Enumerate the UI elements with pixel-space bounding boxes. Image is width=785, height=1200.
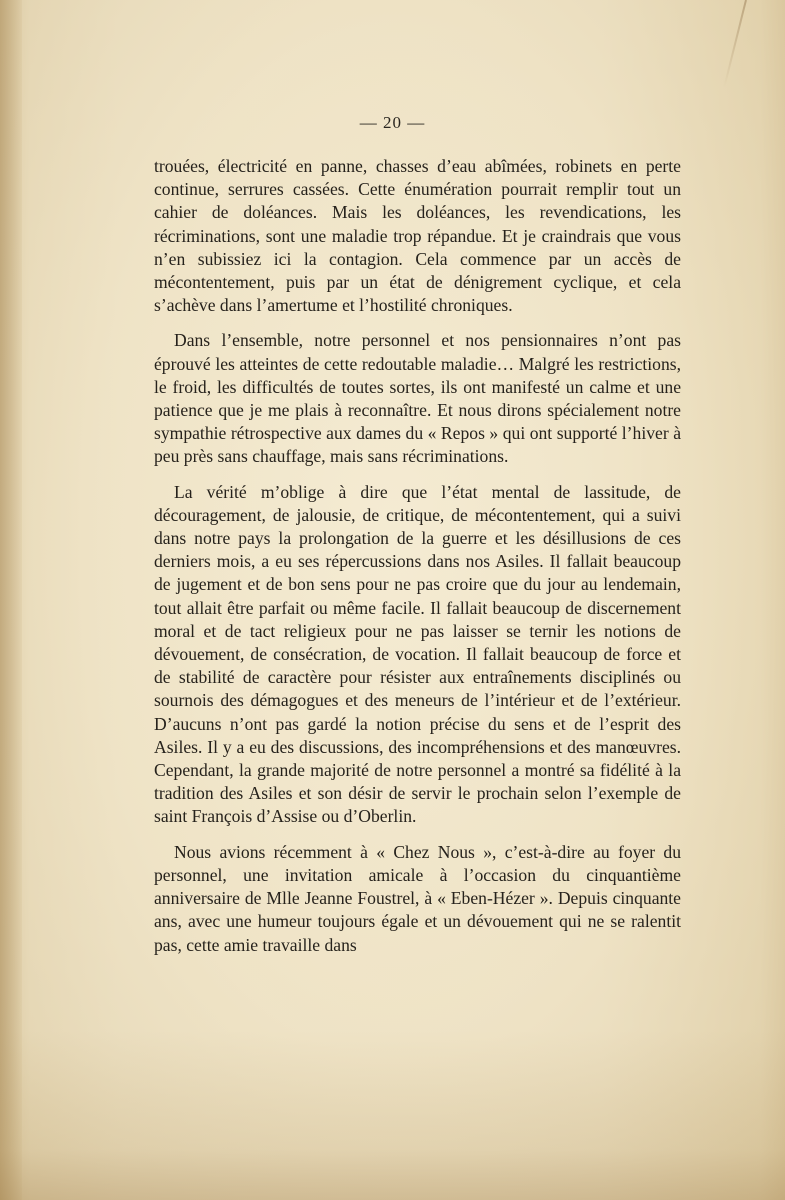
paragraph-1: trouées, électricité en panne, chasses d’eau abîmées, robinets en perte continue, serrures cassées. Cette énumération pourrait remplir tout un cahier de doléances. Mais les doléances, les revendications, les récriminations, sont une maladie trop répandue. Et je craindrais que vous n’en subissiez ici la contagion. Cela commence par un accès de mécontentement, puis par un état de dénigrement cyclique, et cela s’achève dans l’amertume et l’hostilité chroniques. — [154, 156, 681, 316]
paragraph-4: Nous avions récemment à « Chez Nous », c’est-à-dire au foyer du personnel, une invitation amicale à l’occasion du cinquantième anniversaire de Mlle Jeanne Foustrel, à « Eben-Hézer ». Depuis cinquante ans, avec une humeur toujours égale et un dévouement qui ne se ralentit pas, cette amie travaille dans — [154, 841, 681, 955]
page-number: — 20 — — [359, 113, 426, 132]
paragraph-2: Dans l’ensemble, notre personnel et nos pensionnaires n’ont pas éprouvé les atteintes de cette redoutable maladie… Malgré les restrictions, le froid, les difficultés de toutes sortes, ils ont manifesté un calme et une patience que je me plais à reconnaître. Et nous dirons spécialement notre sympathie rétrospective aux dames du « Repos » qui ont supporté l’hiver à peu près sans chauffage, mais sans récriminations. — [154, 330, 681, 467]
paper-fold-mark — [723, 0, 747, 88]
body-text — [154, 155, 681, 969]
paragraph-3: La vérité m’oblige à dire que l’état mental de lassitude, de découragement, de jalousie, de critique, de mécontentement, qui a suivi dans notre pays la prolongation de la guerre et les désillusions de ces derniers mois, a eu ses répercussions dans nos Asiles. Il fallait beaucoup de jugement et de bon sens pour ne pas croire que du jour au lendemain, tout allait être parfait ou même facile. Il fallait beaucoup de discernement moral et de tact religieux pour ne pas laisser se ternir les notions de dévouement, de consécration, de vocation. Il fallait beaucoup de force et de stabilité de caractère pour résister aux entraînements disciplinés ou sournois des démagogues et des meneurs de l’intérieur et de l’extérieur. D’aucuns n’ont pas gardé la notion précise du sens et de l’esprit des Asiles. Il y a eu des discussions, des incompréhensions et des manœuvres. Cependant, la grande majorité de notre personnel a montré sa fidélité à la tradition des Asiles et son désir de servir le prochain selon l’exemple de saint François d’Assise ou d’Oberlin. — [154, 481, 681, 827]
